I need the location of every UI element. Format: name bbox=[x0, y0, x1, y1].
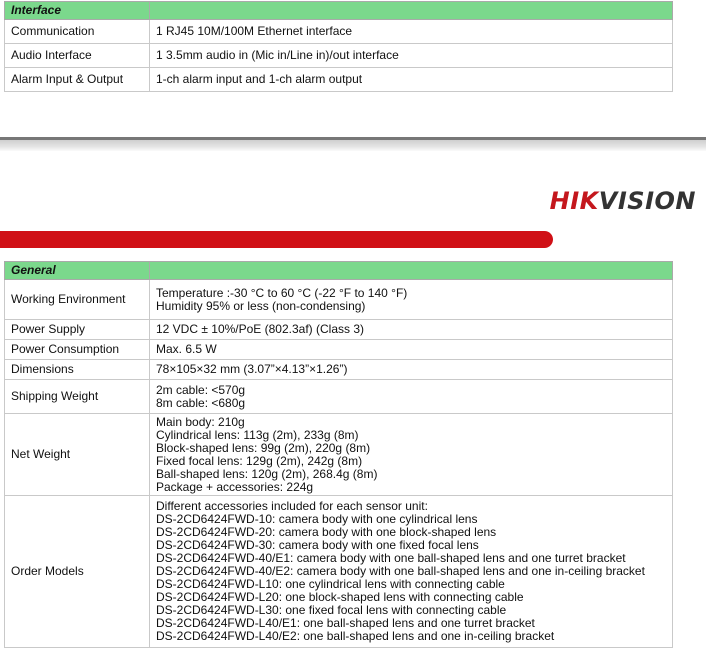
spec-row bbox=[5, 44, 673, 68]
spec-value bbox=[150, 20, 673, 44]
spec-value-line: Different accessories included for each sensor unit: bbox=[156, 499, 428, 513]
spec-label: Net Weight bbox=[5, 414, 150, 496]
spec-label: Audio Interface bbox=[5, 44, 150, 68]
spec-value bbox=[150, 68, 673, 92]
spec-row bbox=[5, 380, 673, 414]
spec-label: Communication bbox=[5, 20, 150, 44]
spec-value-line: DS-2CD6424FWD-L40/E1: one ball-shaped lens and one turret bracket bbox=[156, 616, 535, 630]
spec-row bbox=[5, 496, 673, 648]
spec-value-line: DS-2CD6424FWD-20: camera body with one block-shaped lens bbox=[156, 525, 497, 539]
section-header-label: Interface bbox=[5, 2, 150, 20]
spec-value-line: Ball-shaped lens: 120g (2m), 268.4g (8m) bbox=[156, 466, 378, 481]
spec-value bbox=[150, 340, 673, 360]
spec-value-line: 1-ch alarm input and 1-ch alarm output bbox=[156, 72, 363, 86]
spec-value bbox=[150, 380, 673, 414]
section-header-spacer bbox=[150, 2, 673, 20]
spec-value-line: Temperature :-30 °C to 60 °C (-22 °F to 140 °F) bbox=[156, 285, 408, 300]
page-break-divider bbox=[0, 137, 706, 151]
spec-label: Shipping Weight bbox=[5, 380, 150, 414]
spec-value-line: Humidity 95% or less (non-condensing) bbox=[156, 298, 366, 313]
spec-value-line: DS-2CD6424FWD-L10: one cylindrical lens with connecting cable bbox=[156, 577, 505, 591]
spec-row bbox=[5, 20, 673, 44]
general-spec-table bbox=[4, 261, 673, 648]
spec-label: Working Environment bbox=[5, 280, 150, 320]
spec-value-line: 2m cable: <570g bbox=[156, 382, 246, 397]
spec-value-line: 8m cable: <680g bbox=[156, 395, 246, 410]
spec-value-line: 1 3.5mm audio in (Mic in/Line in)/out interface bbox=[156, 48, 399, 62]
spec-value-line: Fixed focal lens: 129g (2m), 242g (8m) bbox=[156, 453, 363, 468]
brand-red-bar bbox=[0, 231, 553, 248]
section-header-row bbox=[5, 2, 673, 20]
spec-value bbox=[150, 360, 673, 380]
spec-row bbox=[5, 340, 673, 360]
section-header-spacer bbox=[150, 262, 673, 280]
spec-value-line: 12 VDC ± 10%/PoE (802.3af) (Class 3) bbox=[156, 322, 365, 336]
spec-value-line: DS-2CD6424FWD-40/E1: camera body with one ball-shaped lens and one turret bracket bbox=[156, 551, 626, 565]
spec-value bbox=[150, 414, 673, 496]
spec-row bbox=[5, 360, 673, 380]
spec-value-line: Package + accessories: 224g bbox=[156, 479, 314, 494]
spec-value-line: DS-2CD6424FWD-L20: one block-shaped lens with connecting cable bbox=[156, 590, 524, 604]
interface-spec-table bbox=[4, 1, 673, 92]
hikvision-logo bbox=[550, 187, 696, 215]
spec-value-line: DS-2CD6424FWD-10: camera body with one cylindrical lens bbox=[156, 512, 478, 526]
section-header-row bbox=[5, 262, 673, 280]
spec-value-line: 78×105×32 mm (3.07”×4.13”×1.26”) bbox=[156, 362, 348, 376]
spec-value bbox=[150, 496, 673, 648]
spec-value-line: DS-2CD6424FWD-30: camera body with one fixed focal lens bbox=[156, 538, 479, 552]
spec-label: Power Supply bbox=[5, 320, 150, 340]
spec-row bbox=[5, 68, 673, 92]
spec-row bbox=[5, 414, 673, 496]
spec-value bbox=[150, 280, 673, 320]
spec-value-line: 1 RJ45 10M/100M Ethernet interface bbox=[156, 24, 353, 38]
logo-text-hik: HIK bbox=[549, 187, 599, 215]
spec-label: Alarm Input & Output bbox=[5, 68, 150, 92]
spec-row bbox=[5, 320, 673, 340]
spec-value-line: Max. 6.5 W bbox=[156, 342, 217, 356]
spec-row bbox=[5, 280, 673, 320]
spec-value-line: Block-shaped lens: 99g (2m), 220g (8m) bbox=[156, 440, 371, 455]
spec-value bbox=[150, 320, 673, 340]
spec-value-line: DS-2CD6424FWD-40/E2: camera body with one ball-shaped lens and one in-ceiling bracket bbox=[156, 564, 645, 578]
spec-value-line: DS-2CD6424FWD-L40/E2: one ball-shaped lens and one in-ceiling bracket bbox=[156, 629, 555, 643]
spec-value-line: DS-2CD6424FWD-L30: one fixed focal lens with connecting cable bbox=[156, 603, 507, 617]
logo-text-vision: VISION bbox=[598, 187, 696, 215]
spec-value-line: Cylindrical lens: 113g (2m), 233g (8m) bbox=[156, 427, 359, 442]
spec-label: Dimensions bbox=[5, 360, 150, 380]
section-header-label: General bbox=[5, 262, 150, 280]
spec-label: Power Consumption bbox=[5, 340, 150, 360]
spec-label: Order Models bbox=[5, 496, 150, 648]
spec-value-line: Main body: 210g bbox=[156, 414, 245, 429]
spec-value bbox=[150, 44, 673, 68]
